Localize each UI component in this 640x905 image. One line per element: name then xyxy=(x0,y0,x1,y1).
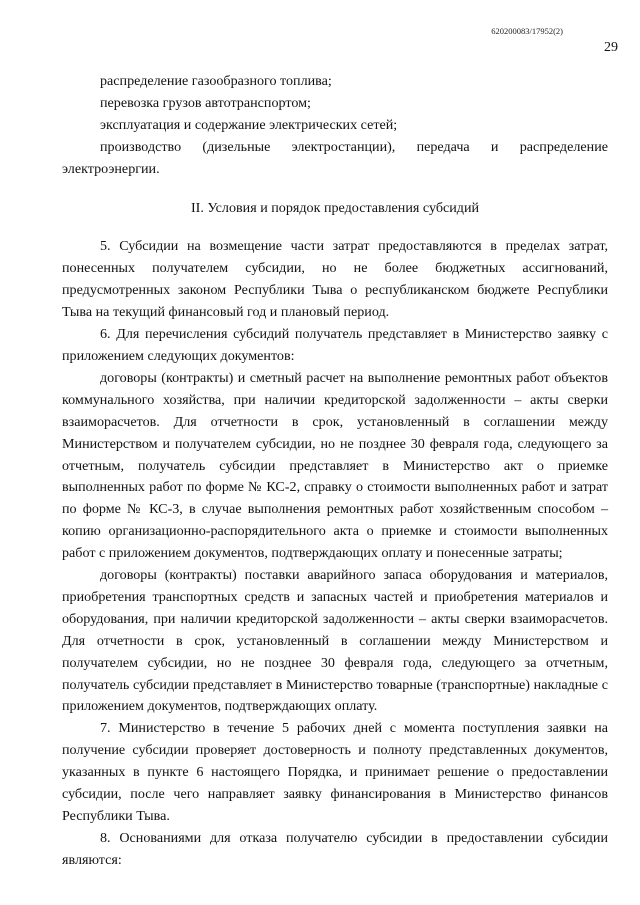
list-item: распределение газообразного топлива; xyxy=(100,73,332,89)
paragraph-6: 6. Для перечисления субсидий получатель представляет в Министерство заявку с приложением следующих документов: xyxy=(62,326,608,364)
document-code: 620200083/17952(2) xyxy=(491,26,563,36)
list-item: перевозка грузов автотранспортом; xyxy=(100,94,311,111)
paragraph-7: 7. Министерство в течение 5 рабочих дней с момента поступления заявки на получение субсидии проверяет достоверность и полноту представленных документов, указанных в пункте 6 настоящего Порядка, и принимает решение о предоставлении субсидии, после чего направляет заявку финансирования в Министерство финансов Республики Тыва. xyxy=(62,720,608,824)
section-heading: II. Условия и порядок предоставления субсидий xyxy=(190,199,480,216)
list-item: производство (дизельные электростанции), передача и распределение электроэнергии. xyxy=(62,138,608,177)
list-item: эксплуатация и содержание электрических сетей; xyxy=(100,116,398,133)
paragraph-8: 8. Основаниями для отказа получателю субсидии в предоставлении субсидии являются: xyxy=(62,829,608,868)
paragraph-6-repair-contracts: договоры (контракты) и сметный расчет на выполнение ремонтных работ объектов коммунального хозяйства, при наличии кредиторской задолженности – акты сверки взаиморасчетов. Для отчетности в срок, установленный в соглашении между Министерством и получателем субсидии, но не позднее 30 февраля года, следующего за отчетным, получатель субсидии представляет в Министерство акт о приемке выполненных работ по форме № КС-2, справку о стоимости выполненных работ и затрат по форме № КС-3, в случае выполнения ремонтных работ хозяйственным способом – копию организационно-распорядительного акта о приемке и стоимости выполненных работ с приложением документов, подтверждающих оплату и понесенные затраты; xyxy=(62,369,608,562)
paragraph-6-supply-contracts: договоры (контракты) поставки аварийного запаса оборудования и материалов, приобретения транспортных средств и запасных частей и приобретения материалов и оборудования, при наличии кредиторской задолженности – акты сверки взаиморасчетов. Для отчетности в срок, установленный в соглашении между Министерством и получателем субсидии, но не позднее 30 февраля года, следующего за отчетным, получатель субсидии представляет в Министерство товарные (транспортные) накладные с приложением документов, подтверждающих оплату. xyxy=(62,567,608,715)
document-body xyxy=(62,71,608,872)
page-number: 29 xyxy=(604,40,618,55)
paragraph-5: 5. Субсидии на возмещение части затрат предоставляются в пределах затрат, понесенных получателем субсидии, но не более бюджетных ассигнований, предусмотренных законом Республики Тыва о республиканском бюджете Республики Тыва на текущий финансовый год и плановый период. xyxy=(62,238,608,321)
